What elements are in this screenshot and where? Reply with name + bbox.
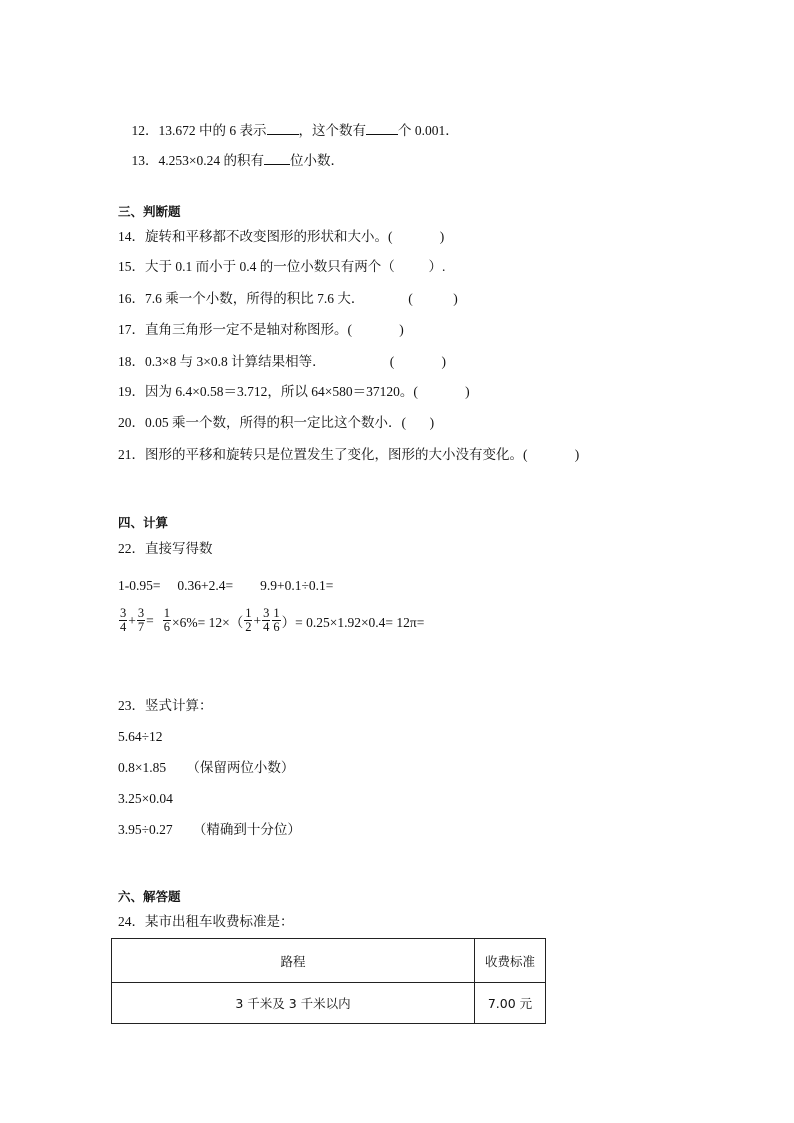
question-text: 个 0.001． [398, 123, 459, 138]
question-14: 14．旋转和平移都不改变图形的形状和大小。( ) [118, 229, 445, 244]
question-number: 13． [131, 153, 159, 168]
question-text: 4.253×0.24 的积有 [158, 153, 264, 168]
question-text: ，这个数有 [298, 123, 366, 138]
question-13 [118, 134, 344, 188]
fraction: $\frac{1}{6}$ [273, 606, 280, 634]
question-16: 16．7.6 乘一个小数，所得的积比 7.6 大． ( ) [118, 291, 458, 306]
expression-text: ）= 0.25×1.92×0.4= 12π= [281, 614, 425, 630]
taxi-fee-table [111, 938, 546, 1024]
vertical-calc-item: 3.95÷0.27 （精确到十分位） [118, 822, 301, 837]
question-21: 21．图形的平移和旋转只是位置发生了变化，图形的大小没有变化。( ) [118, 447, 580, 462]
fraction: $\frac{1}{6}$ [163, 606, 170, 634]
fraction: $\frac{3}{4}$ [120, 606, 127, 634]
section-heading-judge: 三、判断题 [118, 204, 181, 219]
table-row [112, 983, 546, 1024]
question-17: 17．直角三角形一定不是轴对称图形。( ) [118, 322, 404, 337]
quick-calc-row-2 [118, 607, 424, 634]
table-header-row [112, 939, 546, 983]
vertical-calc-item: 0.8×1.85 （保留两位小数） [118, 760, 295, 775]
vertical-calc-item: 5.64÷12 [118, 729, 163, 744]
operator: = [146, 612, 154, 628]
table-header-cell: 路程 [112, 939, 475, 983]
question-22-title: 22．直接写得数 [118, 541, 213, 556]
operator: + [253, 612, 262, 628]
table-cell: 3 千米及 3 千米以内 [112, 983, 475, 1024]
fraction: $\frac{3}{7}$ [137, 606, 145, 634]
operator: + [128, 612, 136, 628]
answer-blank[interactable] [366, 122, 398, 135]
expression-text: ×6%= 12×（ [172, 614, 244, 630]
fraction: $\frac{3}{4}$ [263, 606, 270, 634]
vertical-calc-item: 3.25×0.04 [118, 791, 173, 806]
question-20: 20．0.05 乘一个数，所得的积一定比这个数小．( ) [118, 415, 435, 430]
question-23-title: 23．竖式计算： [118, 698, 213, 713]
question-18: 18．0.3×8 与 3×0.8 计算结果相等． ( ) [118, 354, 446, 369]
section-heading-calc: 四、计算 [118, 515, 169, 530]
answer-blank[interactable] [264, 152, 290, 165]
question-text: 13.672 中的 6 表示 [158, 123, 267, 138]
quick-calc-row-1: 1-0.95= 0.36+2.4= 9.9+0.1÷0.1= [118, 578, 334, 593]
question-15: 15．大于 0.1 而小于 0.4 的一位小数只有两个（ ）. [118, 259, 446, 274]
table-header-cell: 收费标准 [475, 939, 546, 983]
question-text: 位小数． [290, 153, 344, 168]
table-cell: 7.00 元 [475, 983, 546, 1024]
question-24-title: 24．某市出租车收费标准是： [118, 914, 294, 929]
question-number: 12． [131, 123, 159, 138]
question-19: 19．因为 6.4×0.58＝3.712，所以 64×580＝37120。( ) [118, 384, 470, 399]
section-heading-answer: 六、解答题 [118, 889, 181, 904]
fraction: $\frac{1}{2}$ [245, 606, 252, 634]
